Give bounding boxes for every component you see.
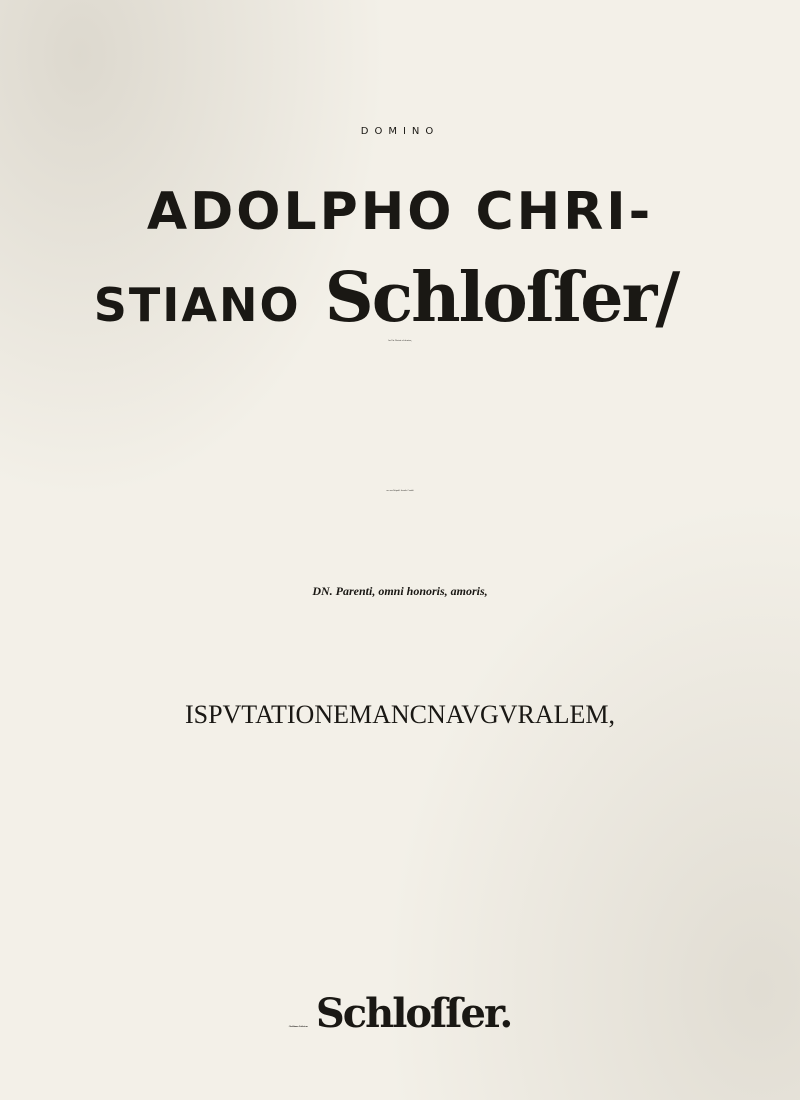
- parenti-line: DN. Parenti, omni honoris, amoris,: [312, 584, 488, 598]
- dedicatee-surname-fraktur: Schloſſer/: [324, 258, 679, 338]
- dedicatee-name-stiano: STIANO: [93, 278, 301, 332]
- title-necnon-line: nec non Reipubl. Jenenſis Conſuli: [386, 490, 414, 492]
- signature-given-names: Chriſtianus Fridericus: [288, 1026, 308, 1028]
- hanc-word: ANC: [372, 700, 428, 729]
- dedicatee-name-line1: ADOLPHO CHRI-: [146, 182, 654, 242]
- domino-heading: DOMINO: [360, 126, 440, 137]
- dispvtatio-line: [0, 700, 800, 730]
- signature-surname-fraktur: Schloſſer.: [315, 990, 512, 1037]
- dedicatee-name-line2: [0, 258, 786, 338]
- signature-name-line: [0, 990, 800, 1037]
- dispvtatio-word: ISPVTATIONEM: [184, 700, 373, 729]
- title-jur-line: Jur. Utr. Doctori celeberrimo,: [388, 340, 412, 342]
- inavgvralem-word: NAVGVRALEM,: [427, 700, 616, 729]
